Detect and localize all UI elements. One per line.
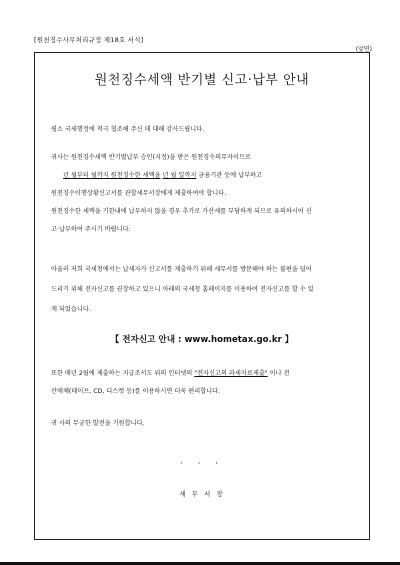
- para5-text-a: 또한 매년 2월에 제출하는 지급조서도 위의 인터넷의: [51, 370, 193, 377]
- para2-line2: [63, 167, 357, 185]
- para3-line2: 고·납부하여 주시기 바랍니다.: [51, 226, 131, 233]
- e-filing-banner: 【 전자신고 안내 : www.hometax.go.kr 】: [110, 335, 294, 345]
- notice-frame: [34, 52, 370, 540]
- para4-line3: 게 되었습니다.: [51, 306, 91, 313]
- form-number-label: [원천징수사무처리규정 제18호 서식]: [34, 36, 144, 44]
- payment-text: 금융기관 등에 납부하고: [198, 172, 263, 179]
- ellipsis-dots: · · ·: [179, 459, 225, 469]
- para5-line2: 산매체(테이프, CD, 디스켓 등)를 이용하시면 더욱 편리합니다.: [51, 388, 221, 395]
- para4-line1: 아울러 저희 국세청에서는 납세자가 신고서를 제출하기 위해 세무서를 방문해야 하는 불편을 덜어: [51, 266, 312, 273]
- due-date-text: 년 월 일까지: [162, 172, 197, 179]
- para3-line1: 원천징수한 세액을 기한내에 납부하지 않을 경우 추가로 가산세를 부담하게 되므로 유의하시어 신: [51, 208, 312, 215]
- tax-office-signature: 세 무 서 장: [179, 490, 225, 498]
- para2-line1: 귀사는 원천징수세액 반기별납부 승인(지정)을 받은 원천징수의무자이므로: [51, 154, 251, 161]
- data-submission-link: "전자신고의 과세자료제출": [194, 370, 268, 377]
- para5-line1: [51, 365, 357, 383]
- para4-line2: 드리기 위해 전자신고를 권장하고 있으니 아래의 국세청 홈페이지를 이용하여 전자신고를 할 수 있: [51, 286, 314, 293]
- para5-text-c: 이나 전: [269, 370, 290, 377]
- greeting-paragraph: 평소 국세행정에 적극 협조해 주신 데 대해 감사드립니다.: [51, 126, 205, 133]
- para2-line3: 원천징수이행상황신고서를 관할세무서장에게 제출하여야 합니다.: [51, 190, 227, 197]
- period-text: 년 월부터 월까지 원천징수한 세액을: [63, 172, 161, 179]
- closing-paragraph: 귀 사의 무궁한 발전을 기원합니다.: [51, 420, 145, 427]
- page-side-label: (앞면): [355, 46, 372, 53]
- notice-title: 원천징수세액 반기별 신고·납부 안내: [94, 73, 310, 88]
